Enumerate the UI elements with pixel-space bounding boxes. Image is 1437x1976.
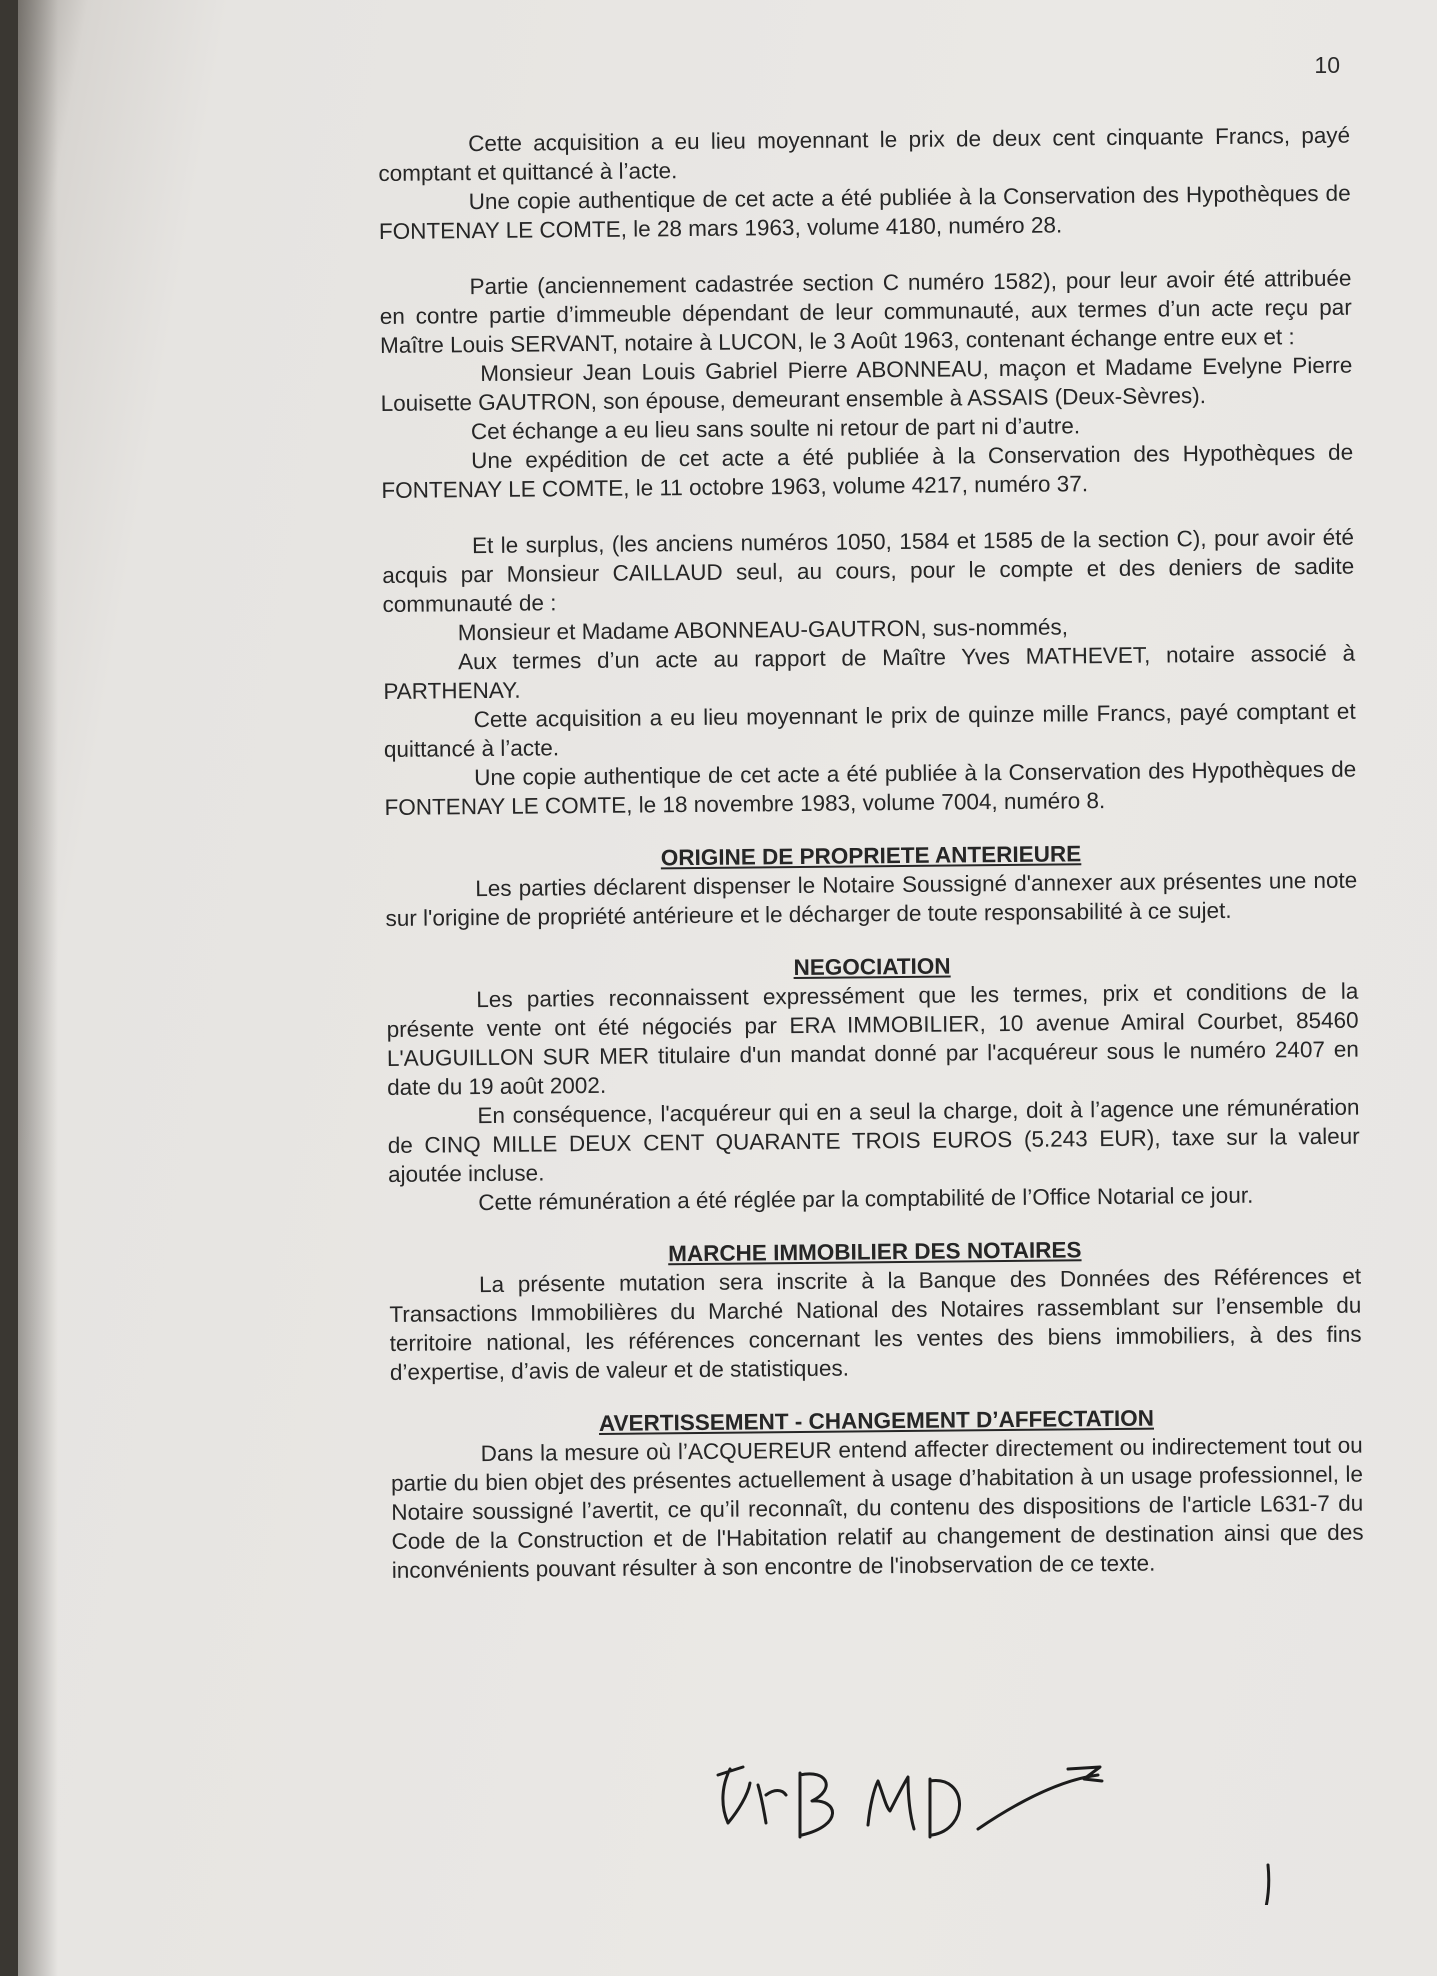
paragraph: Monsieur Jean Louis Gabriel Pierre ABONNEAU, maçon et Madame Evelyne Pierre Louisette GAUTRON, son épouse, demeurant ensemble à ASSAIS (Deux-Sèvres). (380, 352, 1353, 416)
paragraph: Cet échange a eu lieu sans soulte ni retour de part ni d’autre. (470, 413, 1081, 445)
paragraph: Monsieur et Madame ABONNEAU-GAUTRON, sus-nommés, (457, 614, 1069, 646)
section-heading: MARCHE IMMOBILIER DES NOTAIRES (668, 1237, 1082, 1267)
paragraph: Aux termes d’un acte au rapport de Maître Yves MATHEVET, notaire associé à PARTHENAY. (383, 640, 1356, 704)
paragraph: Une copie authentique de cet acte a été publiée à la Conservation des Hypothèques de FONTENAY LE COMTE, le 18 novembre 1983, volume 7004, numéro 8. (384, 756, 1357, 820)
paragraph: Cette rémunération a été réglée par la comptabilité de l’Office Notarial ce jour. (478, 1182, 1254, 1216)
paragraph: Une expédition de cet acte a été publiée à la Conservation des Hypothèques de FONTENAY LE COMTE, le 11 octobre 1963, volume 4217, numéro 37. (381, 439, 1354, 503)
document-body (378, 121, 1364, 1585)
paragraph: Les parties déclarent dispenser le Notaire Soussigné d'annexer aux présentes une note sur l'origine de propriété antérieure et le décharger de toute responsabilité à ce sujet. (385, 867, 1358, 931)
paragraph: Partie (anciennement cadastrée section C numéro 1582), pour leur avoir été attribuée en contre partie d’immeuble dépendant de leur communauté, aux termes d’un acte reçu par Maître Louis SERVANT, notaire à LUCON, le 3 Août 1963, contenant échange entre eux et : (379, 265, 1352, 358)
paragraph: Dans la mesure où l’ACQUEREUR entend affecter directement ou indirectement tout ou partie du bien objet des présentes actuellement à usage d’habitation à un usage professionnel, le Notaire soussigné l’avertit, ce qu’il reconnaît, du contenu des dispositions de l'article L631-7 du Code de la Construction et de l'Habitation relatif au changement de destination ainsi que des inconvénients pouvant résulter à son encontre de l'inobservation de ce texte. (390, 1432, 1364, 1583)
section-heading: NEGOCIATION (793, 953, 951, 981)
page-number: 10 (1314, 52, 1340, 78)
paragraph: La présente mutation sera inscrite à la Banque des Données des Références et Transactions Immobilières du Marché National des Notaires rassemblant sur l’ensemble du territoire national, les références concernant les ventes des biens immobiliers, à des fins d’expertise, d’avis de valeur et de statistiques. (389, 1263, 1362, 1385)
section-heading: AVERTISSEMENT - CHANGEMENT D’AFFECTATION (598, 1405, 1155, 1436)
paragraph: Et le surplus, (les anciens numéros 1050, 1584 et 1585 de la section C), pour avoir été acquis par Monsieur CAILLAUD seul, au cours, pour le compte et des deniers de sadite communauté de : (382, 524, 1355, 617)
document-page (18, 0, 1437, 1976)
paragraph: Les parties reconnaissent expressément que les termes, prix et conditions de la présente vente ont été négociés par ERA IMMOBILIER, 10 avenue Amiral Courbet, 85460 L'AUGUILLON SUR MER titulaire d'un mandat donné par l'acquéreur sous le numéro 2407 en date du 19 août 2002. (386, 978, 1359, 1100)
section-heading: ORIGINE DE PROPRIETE ANTERIEURE (660, 841, 1082, 871)
paragraph: Cette acquisition a eu lieu moyennant le prix de quinze mille Francs, payé comptant et quittancé à l’acte. (383, 698, 1356, 762)
paragraph: En conséquence, l'acquéreur qui en a seul la charge, doit à l’agence une rémunération de CINQ MILLE DEUX CENT QUARANTE TROIS EUROS (5.243 EUR), taxe sur la valeur ajoutée incluse. (387, 1094, 1360, 1187)
handwritten-initials (708, 1745, 1308, 1905)
paragraph: Cette acquisition a eu lieu moyennant le prix de deux cent cinquante Francs, payé comptant et quittancé à l’acte. (378, 122, 1351, 186)
paragraph: Une copie authentique de cet acte a été publiée à la Conservation des Hypothèques de FONTENAY LE COMTE, le 28 mars 1963, volume 4180, numéro 28. (378, 180, 1351, 244)
